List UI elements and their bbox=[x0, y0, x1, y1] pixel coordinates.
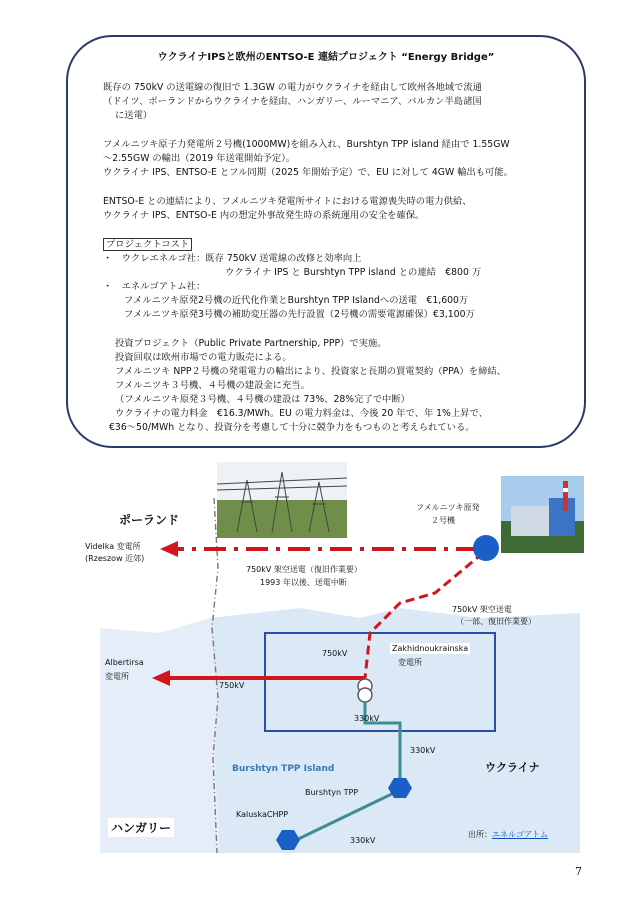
text-line: フメルニツキ原子力発電所２号機(1000MW)を組み入れ、Burshtyn TPP island 経由で 1.55GW bbox=[103, 139, 510, 150]
albertirsa-sublabel: 変電所 bbox=[105, 672, 129, 681]
text-line: 既存の 750kV の送電線の復旧で 1.3GW の電力がウクライナを経由して欧州各地域で流通 bbox=[103, 82, 483, 93]
text-line: ～2.55GW の輸出（2019 年送電開始予定）。 bbox=[103, 153, 296, 164]
text-line: 投資回収は欧州市場での電力販売による。 bbox=[115, 352, 292, 363]
arrow-videlka bbox=[160, 541, 178, 557]
project-summary-box bbox=[66, 35, 586, 448]
npp-label: フメルニツキ原発 bbox=[416, 503, 480, 512]
text-line: €36～50/MWh となり、投資分を考慮して十分に競争力をもつものと考えられている。 bbox=[109, 422, 475, 433]
kv330-label: 330kV bbox=[410, 746, 436, 755]
text-line: ENTSO-E との連結により、フメルニツキ発電所サイトにおける電源喪失時の電力供給、 bbox=[103, 196, 472, 207]
source-note bbox=[468, 829, 548, 840]
island-label: Burshtyn TPP Island bbox=[232, 764, 335, 774]
npp-sublabel: ２号機 bbox=[431, 516, 455, 525]
text-line: フメルニツキ NPP２号機の発電電力の輸出により、投資家と長期の買電契約（PPA）を締結、 bbox=[115, 366, 507, 377]
line2-note: （一部、復旧作業要） bbox=[456, 617, 536, 626]
npp-node bbox=[473, 535, 499, 561]
zakh-label: Zakhidnoukrainska bbox=[392, 644, 469, 653]
transformer-circle-b bbox=[358, 688, 372, 702]
text-line: 投資プロジェクト（Public Private Partnership, PPP）で実施。 bbox=[115, 338, 387, 349]
line1-note: 1993 年以後、送電中断 bbox=[260, 578, 347, 587]
country-ukraine: ウクライナ bbox=[485, 761, 540, 774]
text-line: ウクライナ IPS、ENTSO-E とフル同期（2025 年開始予定）で、EU に対して 4GW 輸出も可能。 bbox=[103, 167, 513, 178]
text-line: に送電） bbox=[115, 110, 153, 121]
text-line: ・ エネルゴアトム社： bbox=[103, 281, 206, 292]
albertirsa-label: Albertirsa bbox=[105, 658, 144, 667]
text-line: フメルニツキ３号機、４号機の建設金に充当。 bbox=[115, 380, 310, 391]
source-link[interactable]: エネルゴアトム bbox=[492, 830, 548, 839]
text-line: フメルニツキ原発3号機の補助変圧器の先行設置（2号機の需要電源確保）€3,100万 bbox=[124, 309, 475, 320]
substation-photo bbox=[217, 462, 347, 538]
source-prefix: 出所： bbox=[468, 830, 492, 839]
zakh-sublabel: 変電所 bbox=[398, 658, 422, 667]
country-hungary: ハンガリー bbox=[108, 818, 174, 837]
line2-label: 750kV 架空送電 bbox=[452, 605, 512, 614]
country-poland: ポーランド bbox=[116, 510, 182, 529]
cost-heading: プロジェクトコスト bbox=[103, 236, 192, 250]
text-line: フメルニツキ原発2号機の近代化作業とBurshtyn TPP Islandへの送電 €1,600万 bbox=[124, 295, 469, 306]
kaluska-label: KaluskaCHPP bbox=[236, 810, 289, 819]
text-line: ウクライナ IPS、ENTSO-E 内の想定外事故発生時の系統運用の安全を確保。 bbox=[103, 210, 425, 221]
text-line: （ドイツ、ポーランドからウクライナを経由、ハンガリー、ルーマニア、バルカン半島諸国 bbox=[103, 96, 482, 107]
npp-photo bbox=[501, 476, 584, 553]
page-number: 7 bbox=[575, 865, 582, 878]
kv750-label: 750kV bbox=[219, 681, 245, 690]
box-title: ウクライナIPSと欧州のENTSO-E 連結プロジェクト “Energy Bridge” bbox=[157, 52, 495, 63]
burshtyn-label: Burshtyn TPP bbox=[305, 788, 359, 797]
videlka-sublabel: (Rzeszow 近郊) bbox=[85, 554, 145, 563]
videlka-label: Videlka 変電所 bbox=[85, 542, 141, 551]
kv330-label: 330kV bbox=[354, 714, 380, 723]
energy-bridge-diagram bbox=[85, 458, 580, 853]
text-line: （フメルニツキ原発３号機、４号機の建設は 73%、28%完了で中断） bbox=[115, 394, 410, 405]
line1-label: 750kV 架空送電（復旧作業要） bbox=[246, 565, 362, 574]
kv750-label: 750kV bbox=[322, 649, 348, 658]
kv330-label: 330kV bbox=[350, 836, 376, 845]
text-line: ウクライナの電力料金 €16.3/MWh。EU の電力料金は、今後 20 年で、年 1%上昇で、 bbox=[115, 408, 488, 419]
text-line: ・ ウクレエネルゴ社：既存 750kV 送電線の改修と効率向上 bbox=[103, 253, 362, 264]
text-line: ウクライナ IPS と Burshtyn TPP island との連結 €800 万 bbox=[225, 267, 482, 278]
